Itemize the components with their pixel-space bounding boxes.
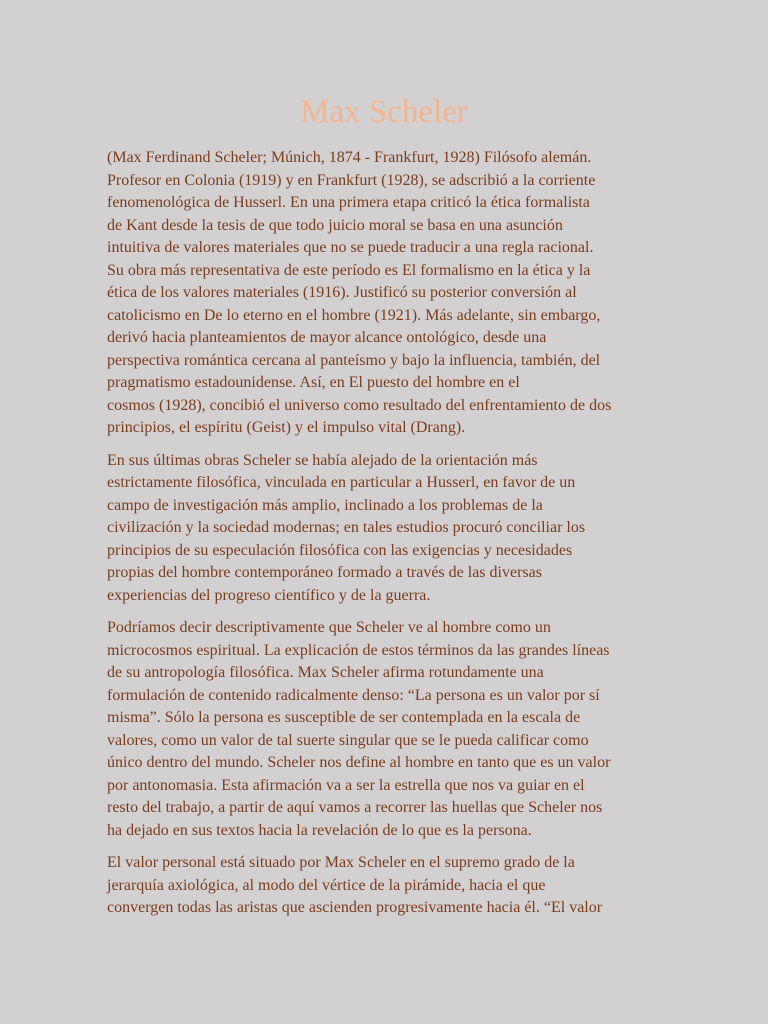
document-title: Max Scheler bbox=[300, 94, 468, 130]
text-line: principios de su especulación filosófica con las exigencias y necesidades bbox=[107, 541, 573, 559]
text-line: El valor personal está situado por Max Scheler en el supremo grado de la bbox=[107, 854, 575, 871]
text-line: cosmos (1928), concibió el universo como resultado del enfrentamiento de dos bbox=[107, 396, 612, 414]
text-line: Podríamos decir descriptivamente que Scheler ve al hombre como un bbox=[107, 619, 551, 636]
text-line: misma”. Sólo la persona es susceptible de ser contemplada en la escala de bbox=[107, 709, 581, 726]
text-line: perspectiva romántica cercana al panteísmo y bajo la influencia, también, del bbox=[107, 351, 601, 369]
text-line: formulación de contenido radicalmente denso: “La persona es un valor por sí bbox=[107, 686, 600, 704]
text-line: derivó hacia planteamientos de mayor alcance ontológico, desde una bbox=[107, 329, 547, 346]
text-line: de Kant desde la tesis de que todo juicio moral se basa en una asunción bbox=[107, 216, 563, 234]
text-line: experiencias del progreso científico y de la guerra. bbox=[107, 586, 431, 604]
text-line: pragmatismo estadounidense. Así, en El puesto del hombre en el bbox=[107, 374, 520, 391]
text-line: jerarquía axiológica, al modo del vértice de la pirámide, hacia el que bbox=[107, 876, 546, 894]
text-line: por antonomasia. Esta afirmación va a ser la estrella que nos va guiar en el bbox=[107, 776, 585, 794]
text-line: resto del trabajo, a partir de aquí vamos a recorrer las huellas que Scheler nos bbox=[107, 799, 603, 816]
text-line: de su antropología filosófica. Max Scheler afirma rotundamente una bbox=[107, 664, 544, 681]
text-line: ética de los valores materiales (1916). Justificó su posterior conversión al bbox=[107, 284, 577, 301]
text-line: estrictamente filosófica, vinculada en particular a Husserl, en favor de un bbox=[107, 474, 576, 491]
text-line: valores, como un valor de tal suerte singular que se le pueda calificar como bbox=[107, 731, 589, 749]
text-line: fenomenológica de Husserl. En una primera etapa criticó la ética formalista bbox=[107, 194, 590, 211]
paragraph bbox=[107, 617, 667, 842]
text-line: campo de investigación más amplio, inclinado a los problemas de la bbox=[107, 496, 543, 514]
text-line: único dentro del mundo. Scheler nos define al hombre en tanto que es un valor bbox=[107, 754, 611, 771]
paragraph bbox=[107, 450, 667, 608]
text-line: catolicismo en De lo eterno en el hombre (1921). Más adelante, sin embargo, bbox=[107, 306, 601, 324]
text-line: convergen todas las aristas que ascienden progresivamente hacia él. “El valor bbox=[107, 899, 603, 916]
text-line: propias del hombre contemporáneo formado a través de las diversas bbox=[107, 564, 542, 581]
text-line: En sus últimas obras Scheler se había alejado de la orientación más bbox=[107, 451, 538, 469]
text-line: microcosmos espiritual. La explicación de estos términos da las grandes líneas bbox=[107, 641, 610, 659]
text-line: Su obra más representativa de este período es El formalismo en la ética y la bbox=[107, 261, 591, 279]
text-line: civilización y la sociedad modernas; en tales estudios procuró conciliar los bbox=[107, 519, 586, 536]
text-line: ha dejado en sus textos hacia la revelación de lo que es la persona. bbox=[107, 821, 532, 839]
paragraph bbox=[107, 852, 667, 920]
document-body bbox=[107, 147, 667, 930]
text-line: (Max Ferdinand Scheler; Múnich, 1874 - Frankfurt, 1928) Filósofo alemán. bbox=[107, 149, 592, 166]
paragraph bbox=[107, 147, 667, 440]
text-line: principios, el espíritu (Geist) y el impulso vital (Drang). bbox=[107, 419, 466, 436]
text-line: intuitiva de valores materiales que no se puede traducir a una regla racional. bbox=[107, 239, 594, 256]
text-line: Profesor en Colonia (1919) y en Frankfurt (1928), se adscribió a la corriente bbox=[107, 171, 596, 189]
